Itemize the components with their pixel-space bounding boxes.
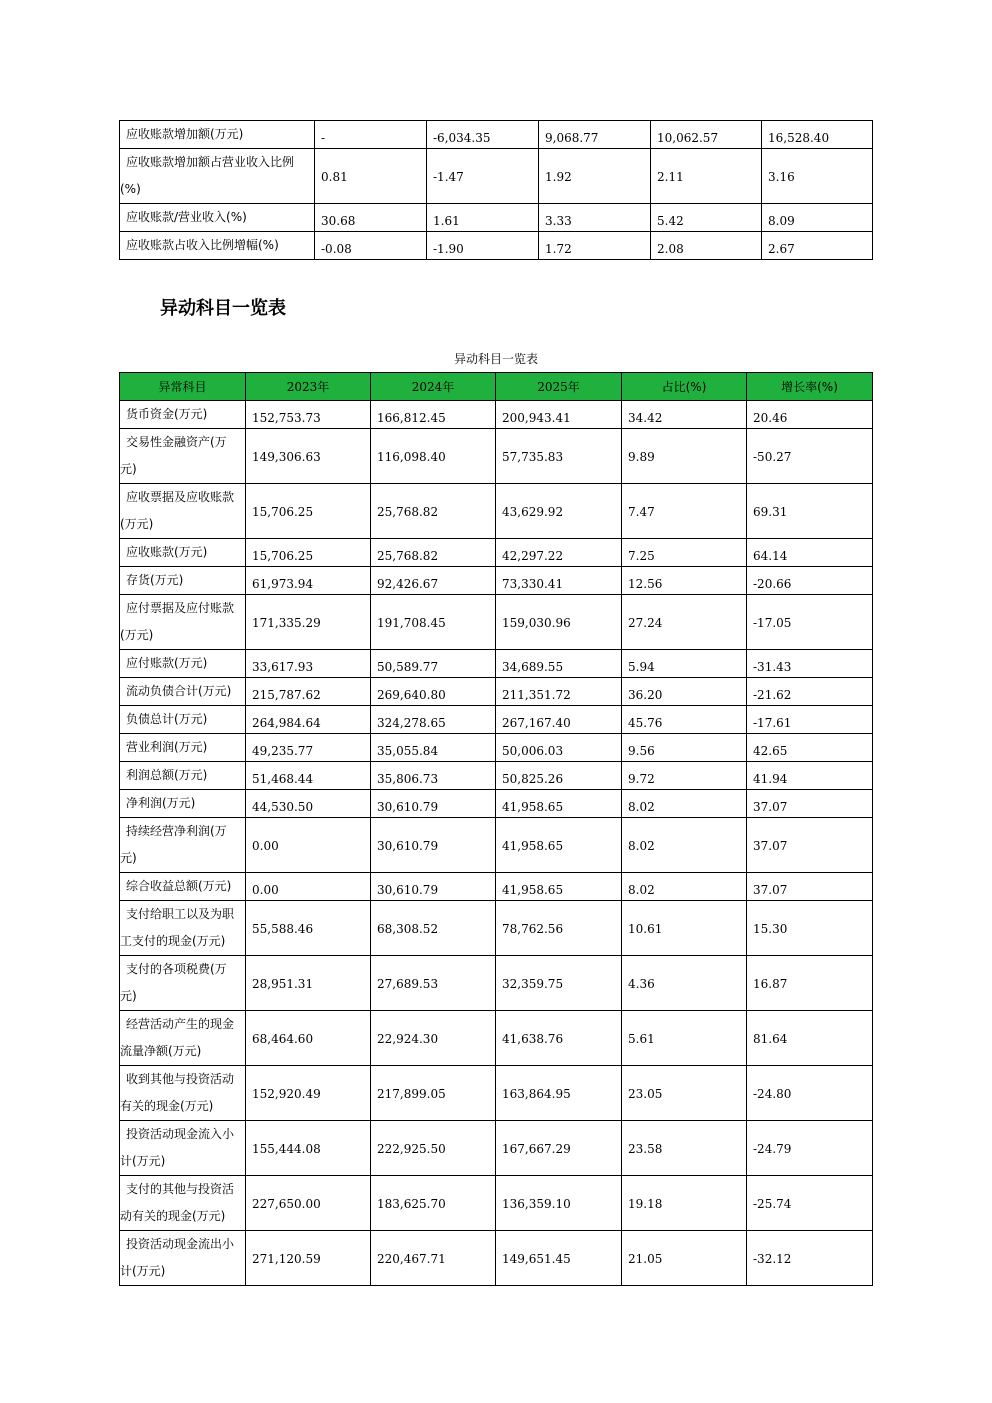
cell-value: 37.07 xyxy=(747,873,873,901)
row-label-line1: 支付的其他与投资活 xyxy=(126,1182,235,1196)
row-label-line1: 支付的各项税费(万 xyxy=(126,962,227,976)
cell-value: 21.05 xyxy=(622,1231,747,1286)
cell-value: 9,068.77 xyxy=(539,121,651,149)
row-label-line1: 应付票据及应付账款 xyxy=(126,601,235,615)
row-label-line1: 持续经营净利润(万 xyxy=(126,824,227,838)
cell-value: 267,167.40 xyxy=(496,706,622,734)
cell-value: -20.66 xyxy=(747,567,873,595)
cell-value: 0.81 xyxy=(315,149,427,204)
cell-value: 22,924.30 xyxy=(371,1011,496,1066)
row-label-line1: 应收账款增加额占营业收入比例 xyxy=(126,155,295,169)
cell-value: 8.02 xyxy=(622,818,747,873)
cell-value: 35,055.84 xyxy=(371,734,496,762)
cell-value: 57,735.83 xyxy=(496,429,622,484)
cell-value: 41,958.65 xyxy=(496,818,622,873)
cell-value: 37.07 xyxy=(747,790,873,818)
cell-value: -0.08 xyxy=(315,232,427,260)
cell-value: 171,335.29 xyxy=(246,595,371,650)
row-label: 利润总额(万元) xyxy=(120,762,246,790)
cell-value: 5.61 xyxy=(622,1011,747,1066)
table-row xyxy=(120,121,873,149)
cell-value: 61,973.94 xyxy=(246,567,371,595)
cell-value: 78,762.56 xyxy=(496,901,622,956)
table-row xyxy=(120,204,873,232)
cell-value: 55,588.46 xyxy=(246,901,371,956)
cell-value: 42.65 xyxy=(747,734,873,762)
cell-value: 116,098.40 xyxy=(371,429,496,484)
cell-value: 271,120.59 xyxy=(246,1231,371,1286)
table-row xyxy=(120,1066,873,1121)
section-title: 异动科目一览表 xyxy=(160,298,286,319)
cell-value: -25.74 xyxy=(747,1176,873,1231)
cell-value: 16,528.40 xyxy=(762,121,873,149)
row-label: 货币资金(万元) xyxy=(120,401,246,429)
cell-value: 30,610.79 xyxy=(371,818,496,873)
cell-value: 15.30 xyxy=(747,901,873,956)
cell-value: 30,610.79 xyxy=(371,790,496,818)
row-label: 流动负债合计(万元) xyxy=(120,678,246,706)
table-row xyxy=(120,484,873,539)
row-label: 综合收益总额(万元) xyxy=(120,873,246,901)
cell-value: 23.05 xyxy=(622,1066,747,1121)
cell-value: 10,062.57 xyxy=(651,121,762,149)
cell-value: 44,530.50 xyxy=(246,790,371,818)
cell-value: 0.00 xyxy=(246,873,371,901)
header-item: 异常科目 xyxy=(120,373,246,401)
cell-value: 1.61 xyxy=(427,204,539,232)
row-label-line2: 动有关的现金(万元) xyxy=(120,1209,226,1223)
table-row xyxy=(120,595,873,650)
row-label-line2: 元) xyxy=(120,989,137,1003)
row-label-line1: 交易性金融资产(万 xyxy=(126,435,227,449)
cell-value: 68,464.60 xyxy=(246,1011,371,1066)
row-label xyxy=(120,1011,246,1066)
table-row xyxy=(120,429,873,484)
cell-value: 222,925.50 xyxy=(371,1121,496,1176)
cell-value: 324,278.65 xyxy=(371,706,496,734)
cell-value: 33,617.93 xyxy=(246,650,371,678)
row-label: 存货(万元) xyxy=(120,567,246,595)
table-row xyxy=(120,706,873,734)
cell-value: 19.18 xyxy=(622,1176,747,1231)
row-label xyxy=(120,1231,246,1286)
cell-value: 220,467.71 xyxy=(371,1231,496,1286)
row-label-line2: 流量净额(万元) xyxy=(120,1044,202,1058)
cell-value: 5.42 xyxy=(651,204,762,232)
row-label xyxy=(120,1121,246,1176)
row-label-line1: 投资活动现金流出小 xyxy=(126,1237,235,1251)
cell-value: 269,640.80 xyxy=(371,678,496,706)
cell-value: 28,951.31 xyxy=(246,956,371,1011)
cell-value: -24.80 xyxy=(747,1066,873,1121)
cell-value: 32,359.75 xyxy=(496,956,622,1011)
cell-value: 43,629.92 xyxy=(496,484,622,539)
cell-value: 200,943.41 xyxy=(496,401,622,429)
row-label xyxy=(120,1176,246,1231)
cell-value: 7.47 xyxy=(622,484,747,539)
row-label-line1: 投资活动现金流入小 xyxy=(126,1127,235,1141)
cell-value: 152,920.49 xyxy=(246,1066,371,1121)
abnormal-items-table xyxy=(119,372,873,1286)
cell-value: 15,706.25 xyxy=(246,539,371,567)
header-2025: 2025年 xyxy=(496,373,622,401)
cell-value: 81.64 xyxy=(747,1011,873,1066)
cell-value: -17.61 xyxy=(747,706,873,734)
table-row xyxy=(120,956,873,1011)
row-label-line1: 应收票据及应收账款 xyxy=(126,490,235,504)
table-row xyxy=(120,650,873,678)
cell-value: 5.94 xyxy=(622,650,747,678)
row-label xyxy=(120,429,246,484)
header-ratio: 占比(%) xyxy=(622,373,747,401)
header-2024: 2024年 xyxy=(371,373,496,401)
cell-value: 4.36 xyxy=(622,956,747,1011)
cell-value: 30,610.79 xyxy=(371,873,496,901)
cell-value: 2.11 xyxy=(651,149,762,204)
cell-value: 49,235.77 xyxy=(246,734,371,762)
cell-value: -6,034.35 xyxy=(427,121,539,149)
cell-value: -24.79 xyxy=(747,1121,873,1176)
cell-value: 0.00 xyxy=(246,818,371,873)
cell-value: 264,984.64 xyxy=(246,706,371,734)
cell-value: 69.31 xyxy=(747,484,873,539)
row-label: 应收账款占收入比例增幅(%) xyxy=(120,232,315,260)
row-label: 净利润(万元) xyxy=(120,790,246,818)
cell-value: 2.08 xyxy=(651,232,762,260)
cell-value: 9.56 xyxy=(622,734,747,762)
row-label-line2: (%) xyxy=(120,182,141,196)
table-row xyxy=(120,232,873,260)
cell-value: 42,297.22 xyxy=(496,539,622,567)
table-row xyxy=(120,678,873,706)
cell-value: 23.58 xyxy=(622,1121,747,1176)
cell-value: 3.33 xyxy=(539,204,651,232)
row-label: 应收账款/营业收入(%) xyxy=(120,204,315,232)
cell-value: 7.25 xyxy=(622,539,747,567)
row-label xyxy=(120,149,315,204)
row-label: 负债总计(万元) xyxy=(120,706,246,734)
table-header-row xyxy=(120,373,873,401)
row-label-line2: 元) xyxy=(120,851,137,865)
cell-value: 68,308.52 xyxy=(371,901,496,956)
table-caption: 异动科目一览表 xyxy=(453,352,538,366)
cell-value: -17.05 xyxy=(747,595,873,650)
cell-value: 155,444.08 xyxy=(246,1121,371,1176)
cell-value: 16.87 xyxy=(747,956,873,1011)
row-label-line2: (万元) xyxy=(120,628,154,642)
cell-value: 27,689.53 xyxy=(371,956,496,1011)
row-label xyxy=(120,484,246,539)
table-row xyxy=(120,567,873,595)
cell-value: 191,708.45 xyxy=(371,595,496,650)
table-row xyxy=(120,1011,873,1066)
cell-value: -1.90 xyxy=(427,232,539,260)
cell-value: 10.61 xyxy=(622,901,747,956)
table-row xyxy=(120,539,873,567)
cell-value: 41,958.65 xyxy=(496,873,622,901)
row-label xyxy=(120,956,246,1011)
cell-value: 34.42 xyxy=(622,401,747,429)
cell-value: 8.02 xyxy=(622,790,747,818)
row-label-line2: 工支付的现金(万元) xyxy=(120,934,226,948)
cell-value: 92,426.67 xyxy=(371,567,496,595)
table-row xyxy=(120,1176,873,1231)
cell-value: 166,812.45 xyxy=(371,401,496,429)
cell-value: 73,330.41 xyxy=(496,567,622,595)
cell-value: 1.72 xyxy=(539,232,651,260)
table-row xyxy=(120,149,873,204)
row-label: 营业利润(万元) xyxy=(120,734,246,762)
cell-value: 35,806.73 xyxy=(371,762,496,790)
row-label-line1: 经营活动产生的现金 xyxy=(126,1017,235,1031)
cell-value: 215,787.62 xyxy=(246,678,371,706)
cell-value: 8.09 xyxy=(762,204,873,232)
cell-value: 36.20 xyxy=(622,678,747,706)
table-row xyxy=(120,762,873,790)
table-row xyxy=(120,818,873,873)
cell-value: 227,650.00 xyxy=(246,1176,371,1231)
cell-value: 152,753.73 xyxy=(246,401,371,429)
cell-value: 50,825.26 xyxy=(496,762,622,790)
cell-value: 51,468.44 xyxy=(246,762,371,790)
cell-value: 15,706.25 xyxy=(246,484,371,539)
cell-value: 27.24 xyxy=(622,595,747,650)
cell-value: 8.02 xyxy=(622,873,747,901)
row-label-line2: 元) xyxy=(120,462,137,476)
cell-value: 159,030.96 xyxy=(496,595,622,650)
row-label-line1: 收到其他与投资活动 xyxy=(126,1072,235,1086)
cell-value: 1.92 xyxy=(539,149,651,204)
cell-value: 12.56 xyxy=(622,567,747,595)
cell-value: -31.43 xyxy=(747,650,873,678)
cell-value: 64.14 xyxy=(747,539,873,567)
cell-value: -1.47 xyxy=(427,149,539,204)
cell-value: 41,958.65 xyxy=(496,790,622,818)
cell-value: 149,306.63 xyxy=(246,429,371,484)
row-label: 应收账款(万元) xyxy=(120,539,246,567)
table-row xyxy=(120,1231,873,1286)
cell-value: 163,864.95 xyxy=(496,1066,622,1121)
receivables-table xyxy=(119,120,873,260)
cell-value: 41,638.76 xyxy=(496,1011,622,1066)
row-label-line2: (万元) xyxy=(120,517,154,531)
row-label xyxy=(120,595,246,650)
cell-value: 9.72 xyxy=(622,762,747,790)
header-growth: 增长率(%) xyxy=(747,373,873,401)
table-row xyxy=(120,873,873,901)
cell-value: 136,359.10 xyxy=(496,1176,622,1231)
cell-value: -32.12 xyxy=(747,1231,873,1286)
cell-value: 167,667.29 xyxy=(496,1121,622,1176)
cell-value: 34,689.55 xyxy=(496,650,622,678)
cell-value: 45.76 xyxy=(622,706,747,734)
table-row xyxy=(120,734,873,762)
cell-value: 211,351.72 xyxy=(496,678,622,706)
cell-value: 149,651.45 xyxy=(496,1231,622,1286)
row-label-line2: 有关的现金(万元) xyxy=(120,1099,214,1113)
cell-value: 2.67 xyxy=(762,232,873,260)
table-row xyxy=(120,790,873,818)
cell-value: 217,899.05 xyxy=(371,1066,496,1121)
row-label xyxy=(120,818,246,873)
cell-value: 50,006.03 xyxy=(496,734,622,762)
row-label xyxy=(120,1066,246,1121)
table-row xyxy=(120,401,873,429)
cell-value: 25,768.82 xyxy=(371,539,496,567)
cell-value: 50,589.77 xyxy=(371,650,496,678)
cell-value: 41.94 xyxy=(747,762,873,790)
cell-value: 9.89 xyxy=(622,429,747,484)
table-row xyxy=(120,1121,873,1176)
row-label: 应付账款(万元) xyxy=(120,650,246,678)
table-row xyxy=(120,901,873,956)
cell-value: 183,625.70 xyxy=(371,1176,496,1231)
cell-value: 30.68 xyxy=(315,204,427,232)
row-label xyxy=(120,901,246,956)
header-2023: 2023年 xyxy=(246,373,371,401)
cell-value: - xyxy=(315,121,427,149)
row-label-line1: 支付给职工以及为职 xyxy=(126,907,235,921)
row-label: 应收账款增加额(万元) xyxy=(120,121,315,149)
cell-value: 37.07 xyxy=(747,818,873,873)
row-label-line2: 计(万元) xyxy=(120,1154,166,1168)
cell-value: -50.27 xyxy=(747,429,873,484)
cell-value: 3.16 xyxy=(762,149,873,204)
cell-value: 25,768.82 xyxy=(371,484,496,539)
row-label-line2: 计(万元) xyxy=(120,1264,166,1278)
cell-value: -21.62 xyxy=(747,678,873,706)
cell-value: 20.46 xyxy=(747,401,873,429)
